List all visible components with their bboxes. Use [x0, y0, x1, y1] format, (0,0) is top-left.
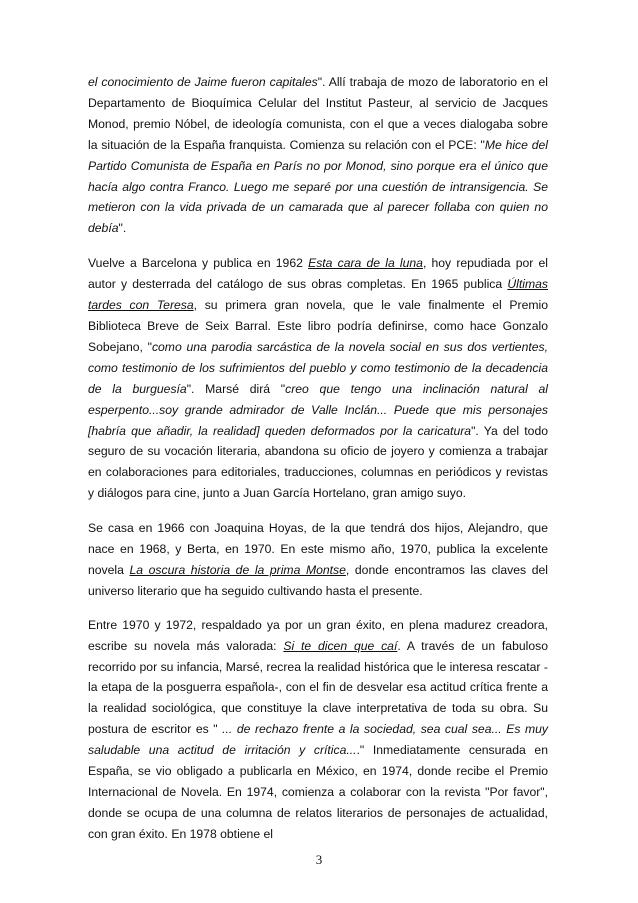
text-run: ". Ya del todo seguro de su vocación literaria, abandona su oficio de joyero y comienza a trabajar en colaboraciones para editoriales, traducciones, columnas en periódicos y revistas y diálogos para cine, junto a Juan García Hortelano, gran amigo suyo.	[88, 423, 548, 501]
text-run: , su primera gran novela, que le vale finalmente el Premio Biblioteca Breve de Seix Barral. Este libro podría definirse, como hace Gonzalo Sobejano, "	[88, 298, 548, 354]
book-title-link[interactable]: Esta cara de la luna	[308, 256, 423, 271]
book-title-link[interactable]: La oscura historia de la prima Montse	[129, 562, 346, 577]
text-run: Entre 1970 y 1972, respaldado ya por un gran éxito, en plena madurez creadora, escribe su novela más valorada:	[88, 617, 548, 653]
page-number: 3	[315, 852, 323, 867]
italic-quote: ... de rechazo frente a la sociedad, sea cual sea... Es muy saludable una actitud de irritación y crítica...	[88, 722, 548, 758]
italic-quote: el conocimiento de Jaime fueron capitales	[88, 75, 318, 89]
text-run: ." Inmediatamente censurada en España, se vio obligado a publicarla en México, en 1974, donde recibe el Premio Internacional de Novela. En 1974, comienza a colaborar con la revista "Por favor", donde se ocupa de una columna de relatos literarios de personajes de actualidad, con gran éxito. En 1978 obtiene el	[88, 743, 548, 841]
book-title-link[interactable]: Si te dicen que caí	[283, 638, 398, 653]
text-run: ". Allí trabaja de mozo de laboratorio en el Departamento de Bioquímica Celular del Institut Pasteur, al servicio de Jacques Monod, premio Nóbel, de ideología comunista, con el que a veces dialogaba sobre la situación de la España franquista. Comienza su relación con el PCE: "	[88, 75, 548, 152]
text-run: , hoy repudiada por el autor y desterrada del catálogo de sus obras completas. En 1965 publica	[88, 256, 548, 292]
text-run: Se casa en 1966 con Joaquina Hoyas, de la que tendrá dos hijos, Alejandro, que nace en 1968, y Berta, en 1970. En este mismo año, 1970, publica la excelente novela	[88, 521, 548, 577]
italic-quote: como una parodia sarcástica de la novela social en sus dos vertientes, como testimonio de los sufrimientos del pueblo y como testimonio de la decadencia de la burguesía	[88, 339, 548, 396]
text-run: . A través de un fabuloso recorrido por su infancia, Marsé, recrea la realidad histórica que le interesa rescatar -la etapa de la posguerra española-, con el fin de desvelar esa actitud crítica frente a la realidad sociológica, que constituye la clave interpretativa de toda su obra. Su postura de escritor es "	[88, 638, 549, 737]
text-run: ".	[118, 221, 127, 236]
text-run: ". Marsé dirá "	[186, 381, 286, 396]
paragraph-1	[88, 72, 548, 239]
text-run: Vuelve a Barcelona y publica en 1962	[88, 256, 309, 271]
text-run: , donde encontramos las claves del universo literario que ha seguido cultivando hasta el presente.	[88, 562, 548, 598]
paragraph-3	[88, 518, 548, 602]
body-text	[88, 72, 548, 858]
italic-quote: creo que tengo una inclinación natural al esperpento...soy grande admirador de Valle Inclán... Puede que mis personajes [habría que añadir, la realidad] queden deformados por la caricatura	[88, 381, 548, 438]
book-title-link[interactable]: Últimas tardes con Teresa	[88, 277, 548, 313]
paragraph-4	[88, 615, 548, 845]
paragraph-2	[88, 253, 548, 504]
italic-quote: Me hice del Partido Comunista de España en París no por Monod, sino porque era el único que hacía algo contra Franco. Luego me separé por una cuestión de intransigencia. Se metieron con la vida privada de un camarada que al parecer follaba con quien no debía	[88, 137, 549, 236]
